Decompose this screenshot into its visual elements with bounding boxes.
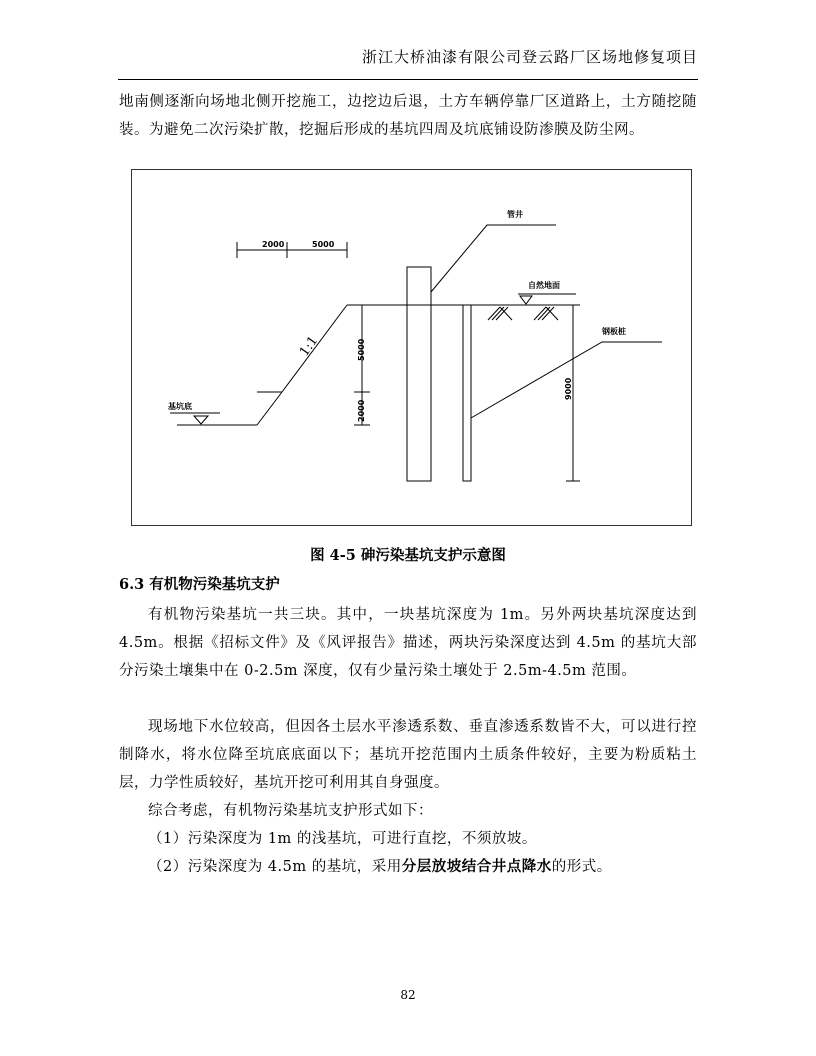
well-pipe — [407, 267, 431, 481]
header-title: 浙江大桥油漆有限公司登云路厂区场地修复项目 — [361, 48, 698, 66]
label-natural-ground: 自然地面 — [528, 281, 560, 290]
list-item-2 — [119, 853, 697, 881]
section-paragraph-2: 现场地下水位较高，但因各土层水平渗透系数、垂直渗透系数皆不大，可以进行控制降水，将水位降至坑底底面以下；基坑开挖范围内土质条件较好，主要为粉质粘土层，力学性质较好，基坑开挖可利用其自身强度。 — [119, 719, 697, 791]
list-item-2-emphasis: 分层放坡结合井点降水 — [401, 858, 552, 875]
section-paragraph-1: 有机物污染基坑一共三块。其中，一块基坑深度为 1m。另外两块基坑深度达到 4.5m。根据《招标文件》及《风评报告》描述，两块污染深度达到 4.5m 的基坑大部分污染土壤集中在 0-2.5m 深度，仅有少量污染土壤处于 2.5m-4.5m 范围。 — [119, 607, 697, 679]
label-guanjing: 管井 — [507, 210, 523, 219]
label-dim-2000-top: 2000 — [262, 240, 285, 249]
label-dim-5000-top: 5000 — [312, 240, 335, 249]
lower-slope — [257, 392, 282, 425]
pit-level-symbol — [194, 416, 208, 424]
label-sheet-pile: 钢板桩 — [602, 327, 626, 336]
list-item-2-prefix: （2）污染深度为 4.5m 的基坑，采用 — [148, 859, 402, 875]
figure-diagram — [131, 169, 692, 526]
section-paragraph-3: 综合考虑，有机物污染基坑支护形式如下： — [148, 803, 433, 819]
list-item-2-suffix: 的形式。 — [551, 859, 612, 875]
excavation-diagram — [132, 170, 693, 527]
section-heading: 6.3 有机物污染基坑支护 — [119, 576, 280, 593]
label-dim-5000-vertical: 5000 — [357, 338, 366, 361]
header-rule — [118, 79, 698, 80]
intro-paragraph: 地南侧逐渐向场地北侧开挖施工，边挖边后退，土方车辆停靠厂区道路上，土方随挖随装。为避免二次污染扩散，挖掘后形成的基坑四周及坑底铺设防渗膜及防尘网。 — [119, 94, 697, 138]
figure-caption: 图 4-5 砷污染基坑支护示意图 — [310, 547, 506, 564]
sheet-pile — [463, 305, 471, 481]
page-number: 82 — [400, 988, 416, 1002]
label-dim-2000-vertical: 2000 — [357, 399, 366, 422]
ground-level-symbol — [520, 296, 532, 304]
ground-hatching — [488, 307, 558, 320]
list-item-1: （1）污染深度为 1m 的浅基坑，可进行直挖，不须放坡。 — [148, 831, 537, 847]
label-slope-ratio: 1:1 — [296, 333, 322, 360]
label-dim-9000-vertical: 9000 — [564, 377, 573, 400]
label-pit-bottom: 基坑底 — [168, 402, 192, 411]
